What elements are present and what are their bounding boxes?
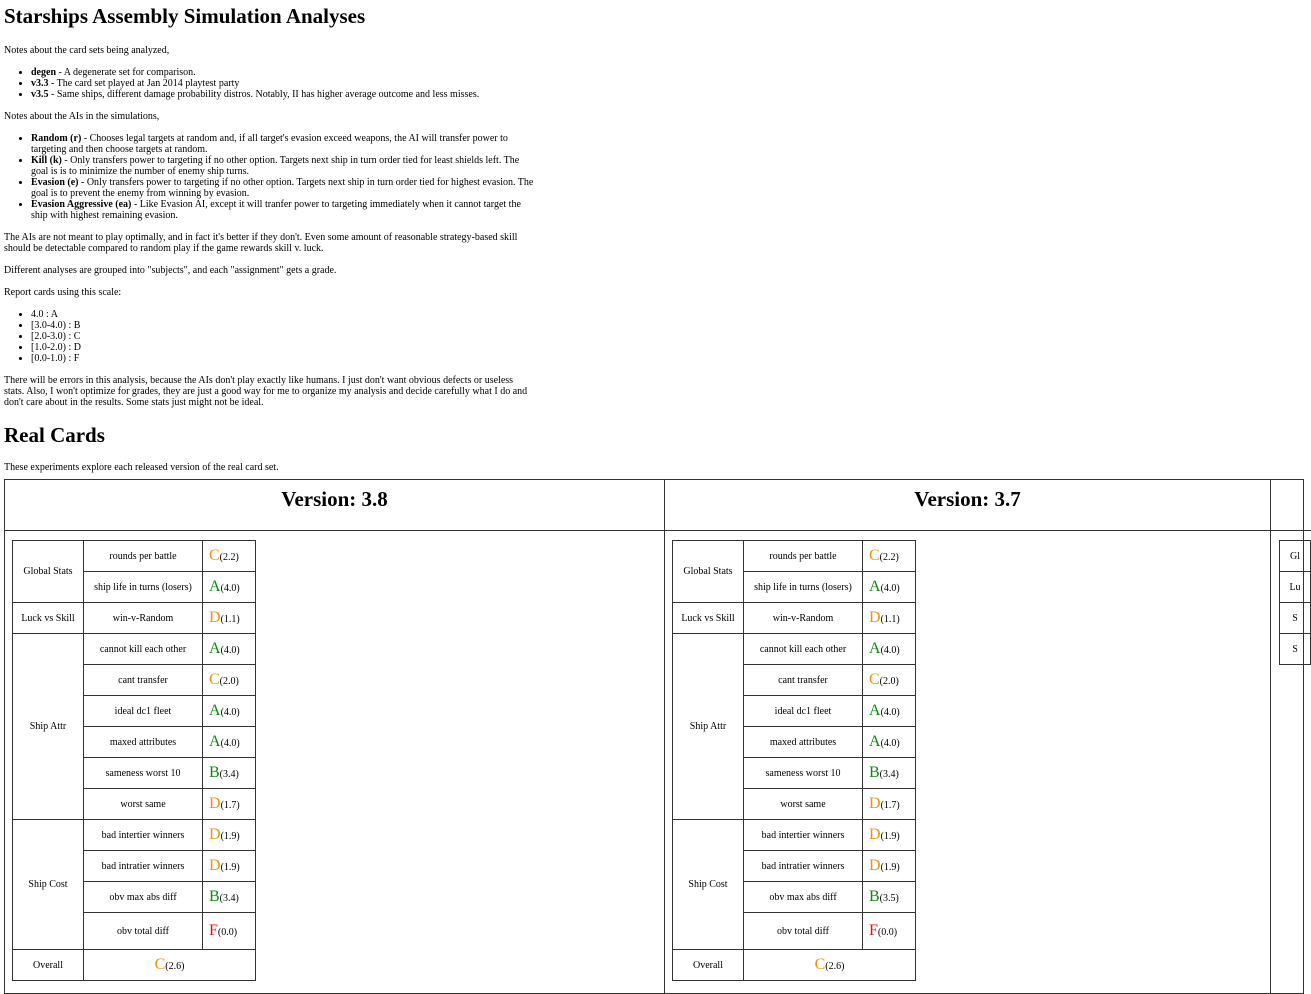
version-column [665, 480, 1271, 993]
card-set-desc: - The card set played at Jan 2014 playtest party [48, 78, 240, 89]
version-column [1271, 480, 1311, 993]
grade-letter: C [869, 547, 880, 564]
overall-row [13, 950, 256, 981]
card-set-name: v3.3 [31, 78, 49, 89]
grade-score: (0.0) [877, 927, 898, 938]
subject-cell: S [1280, 634, 1311, 665]
versions-table [4, 479, 1304, 994]
grade-cell [203, 634, 256, 665]
grade-score: (4.0) [220, 583, 240, 594]
ai-list [4, 133, 1298, 221]
list-item: • [1.0-2.0) : D [31, 342, 1298, 353]
grade-score: (1.9) [880, 862, 900, 873]
section-heading: Real Cards [4, 423, 105, 447]
assignment-cell: cant transfer [744, 665, 863, 696]
page-title: Starships Assembly Simulation Analyses [4, 4, 366, 28]
assignment-cell: cant transfer [84, 665, 203, 696]
grade-scale-list [4, 309, 1298, 364]
list-item: • [3.0-4.0) : B [31, 320, 1298, 331]
grade-score: (2.6) [825, 961, 845, 972]
grade-score: (2.2) [879, 552, 899, 563]
grouping-note: Different analyses are grouped into "subjects", and each "assignment" gets a grade. [4, 265, 337, 276]
assignment-cell: cannot kill each other [744, 634, 863, 665]
subject-cell: Ship Attr [13, 634, 84, 820]
grade-letter: A [209, 640, 221, 657]
grade-cell [863, 820, 916, 851]
version-title: Version: 3.8 [5, 480, 664, 531]
grade-cell [203, 603, 256, 634]
overall-grade-cell [744, 950, 916, 981]
table-row [13, 634, 256, 665]
grade-cell [203, 851, 256, 882]
assignment-cell: ship life in turns (losers) [84, 572, 203, 603]
grade-cell [203, 882, 256, 913]
ai-desc: - Chooses legal targets at random and, if all target's evasion exceed weapons, the AI will transfer power to targeting and then choose targets at random. [31, 133, 508, 155]
grade-letter: C [814, 956, 826, 973]
ai-desc: - Only transfers power to targeting if no other option. Targets next ship in turn order tied for least shields left. The goal is is to minimize the number of enemy ship turns. [31, 155, 520, 177]
grade-score: (4.0) [880, 738, 900, 749]
grade-score: (1.1) [880, 614, 900, 625]
grade-score: (1.7) [880, 800, 900, 811]
grade-score: (3.5) [879, 893, 899, 904]
grade-score: (1.9) [220, 862, 240, 873]
document [4, 0, 1298, 473]
grade-score: (4.0) [880, 583, 900, 594]
grade-score: (4.0) [880, 707, 900, 718]
table-row [13, 603, 256, 634]
assignment-cell: worst same [744, 789, 863, 820]
grade-cell [203, 758, 256, 789]
list-item [31, 177, 534, 199]
list-item [31, 67, 1298, 78]
grade-score: (1.7) [220, 800, 240, 811]
assignment-cell: bad intratier winners [84, 851, 203, 882]
version-title: Version: 3.7 [665, 480, 1270, 531]
grade-cell [863, 696, 916, 727]
assignment-cell: ideal dc1 fleet [744, 696, 863, 727]
ai-name: Evasion Aggressive (ea) [31, 199, 132, 210]
grade-letter: D [869, 857, 881, 874]
assignment-cell: ideal dc1 fleet [84, 696, 203, 727]
assignment-cell: sameness worst 10 [84, 758, 203, 789]
grade-letter: D [869, 795, 881, 812]
grade-letter: A [209, 733, 221, 750]
report-card-table [672, 540, 916, 981]
report-card-table [1279, 540, 1311, 665]
assignment-cell: obv max abs diff [84, 882, 203, 913]
grade-letter: A [869, 702, 881, 719]
grade-score: (3.4) [219, 769, 239, 780]
report-card-table [12, 540, 256, 981]
overall-label: Overall [673, 950, 744, 981]
overall-row [673, 950, 916, 981]
assignment-cell: bad intertier winners [84, 820, 203, 851]
grade-letter: B [209, 764, 220, 781]
subject-cell: Global Stats [673, 541, 744, 603]
grade-letter: A [869, 640, 881, 657]
assignment-cell: win-v-Random [84, 603, 203, 634]
ai-intro: Notes about the AIs in the simulations, [4, 111, 160, 122]
card-set-name: v3.5 [31, 89, 49, 100]
grade-score: (0.0) [217, 927, 238, 938]
subject-cell: S [1280, 603, 1311, 634]
table-row [13, 820, 256, 851]
assignment-cell: sameness worst 10 [744, 758, 863, 789]
subject-cell: Gl [1280, 541, 1311, 572]
list-item [31, 133, 534, 155]
subject-cell: Luck vs Skill [673, 603, 744, 634]
grade-cell [863, 665, 916, 696]
ai-name: Random (r) [31, 133, 82, 144]
grade-cell [863, 913, 916, 950]
assignment-cell: obv total diff [84, 913, 203, 950]
grade-score: (1.9) [220, 831, 240, 842]
grade-cell [863, 758, 916, 789]
assignment-cell: rounds per battle [744, 541, 863, 572]
errors-note: There will be errors in this analysis, because the AIs don't play exactly like humans. I just don't want obvious defects or useless stats. Also, I won't optimize for grades, they are just a good way for me to organize my analysis and decide carefully what I do and don't care about in the results. Some stats just might not be ideal. [4, 375, 528, 408]
grade-letter: C [869, 671, 880, 688]
list-item: • 4.0 : A [31, 309, 1298, 320]
ai-name: Evasion (e) [31, 177, 79, 188]
ai-desc: - Like Evasion AI, except it will tranfer power to targeting immediately when it cannot target the ship with highest remaining evasion. [31, 199, 521, 221]
grade-score: (1.1) [220, 614, 240, 625]
grade-cell [863, 882, 916, 913]
grade-cell [203, 820, 256, 851]
subject-cell: Luck vs Skill [13, 603, 84, 634]
ai-name: Kill (k) [31, 155, 62, 166]
grade-letter: F [869, 922, 878, 939]
grade-letter: D [209, 609, 221, 626]
version-title [1271, 480, 1311, 531]
grade-cell [863, 603, 916, 634]
grade-letter: F [209, 922, 218, 939]
ai-desc: - Only transfers power to targeting if no other option. Targets next ship in turn order tied for highest evasion. The goal is to prevent the enemy from winning by evasion. [31, 177, 534, 199]
assignment-cell: maxed attributes [744, 727, 863, 758]
subject-cell: Global Stats [13, 541, 84, 603]
grade-letter: B [869, 764, 880, 781]
grade-letter: A [209, 578, 221, 595]
subject-cell: Lu [1280, 572, 1311, 603]
grade-cell [203, 572, 256, 603]
assignment-cell: obv total diff [744, 913, 863, 950]
table-row [673, 634, 916, 665]
grade-letter: B [209, 888, 220, 905]
list-item [31, 89, 1298, 100]
assignment-cell: cannot kill each other [84, 634, 203, 665]
assignment-cell: win-v-Random [744, 603, 863, 634]
grade-score: (1.9) [880, 831, 900, 842]
card-set-desc: - Same ships, different damage probability distros. Notably, II has higher average outcome and less misses. [48, 89, 480, 100]
table-row [673, 541, 916, 572]
overall-label: Overall [13, 950, 84, 981]
assignment-cell: maxed attributes [84, 727, 203, 758]
list-item: • [0.0-1.0) : F [31, 353, 1298, 364]
grade-cell [203, 913, 256, 950]
grade-cell [863, 634, 916, 665]
grade-letter: C [209, 547, 220, 564]
grade-cell [203, 541, 256, 572]
section-intro: These experiments explore each released version of the real card set. [4, 462, 279, 473]
assignment-cell: ship life in turns (losers) [744, 572, 863, 603]
list-item: • [2.0-3.0) : C [31, 331, 1298, 342]
assignment-cell: bad intratier winners [744, 851, 863, 882]
grade-letter: A [869, 733, 881, 750]
grade-cell [863, 541, 916, 572]
grade-letter: B [869, 888, 880, 905]
grade-score: (3.4) [879, 769, 899, 780]
ai-note: The AIs are not meant to play optimally, and in fact it's better if they don't. Even some amount of reasonable strategy-based skill should be detectable compared to random play if the game rewards skill v. luck. [4, 232, 518, 254]
grade-score: (4.0) [220, 645, 240, 656]
grade-letter: A [869, 578, 881, 595]
grade-letter: D [209, 857, 221, 874]
scale-intro: Report cards using this scale: [4, 287, 122, 298]
list-item [31, 199, 534, 221]
table-row [673, 603, 916, 634]
grade-cell [863, 572, 916, 603]
list-item [31, 155, 534, 177]
assignment-cell: rounds per battle [84, 541, 203, 572]
grade-score: (4.0) [880, 645, 900, 656]
card-set-desc: - A degenerate set for comparison. [56, 67, 196, 78]
grade-letter: C [209, 671, 220, 688]
grade-letter: C [154, 956, 166, 973]
card-set-name: degen [31, 67, 56, 78]
overall-grade-cell [84, 950, 256, 981]
table-row [673, 820, 916, 851]
grade-letter: A [209, 702, 221, 719]
grade-score: (2.0) [879, 676, 899, 687]
grade-score: (3.4) [219, 893, 239, 904]
subject-cell: Ship Cost [673, 820, 744, 950]
grade-letter: D [869, 609, 881, 626]
subject-cell: Ship Attr [673, 634, 744, 820]
grade-cell [203, 789, 256, 820]
card-set-list [4, 67, 1298, 100]
assignment-cell: obv max abs diff [744, 882, 863, 913]
grade-score: (2.2) [219, 552, 239, 563]
grade-score: (2.6) [165, 961, 185, 972]
table-row [13, 541, 256, 572]
grade-cell [863, 789, 916, 820]
assignment-cell: bad intertier winners [744, 820, 863, 851]
list-item [31, 78, 1298, 89]
grade-cell [203, 665, 256, 696]
grade-letter: D [209, 826, 221, 843]
table-row [1280, 572, 1311, 603]
grade-score: (4.0) [220, 707, 240, 718]
grade-cell [203, 727, 256, 758]
version-column [5, 480, 665, 993]
grade-letter: D [869, 826, 881, 843]
subject-cell: Ship Cost [13, 820, 84, 950]
card-sets-intro: Notes about the card sets being analyzed, [4, 45, 170, 56]
grade-letter: D [209, 795, 221, 812]
grade-score: (4.0) [220, 738, 240, 749]
assignment-cell: worst same [84, 789, 203, 820]
grade-cell [863, 727, 916, 758]
grade-cell [203, 696, 256, 727]
grade-score: (2.0) [219, 676, 239, 687]
grade-cell [863, 851, 916, 882]
